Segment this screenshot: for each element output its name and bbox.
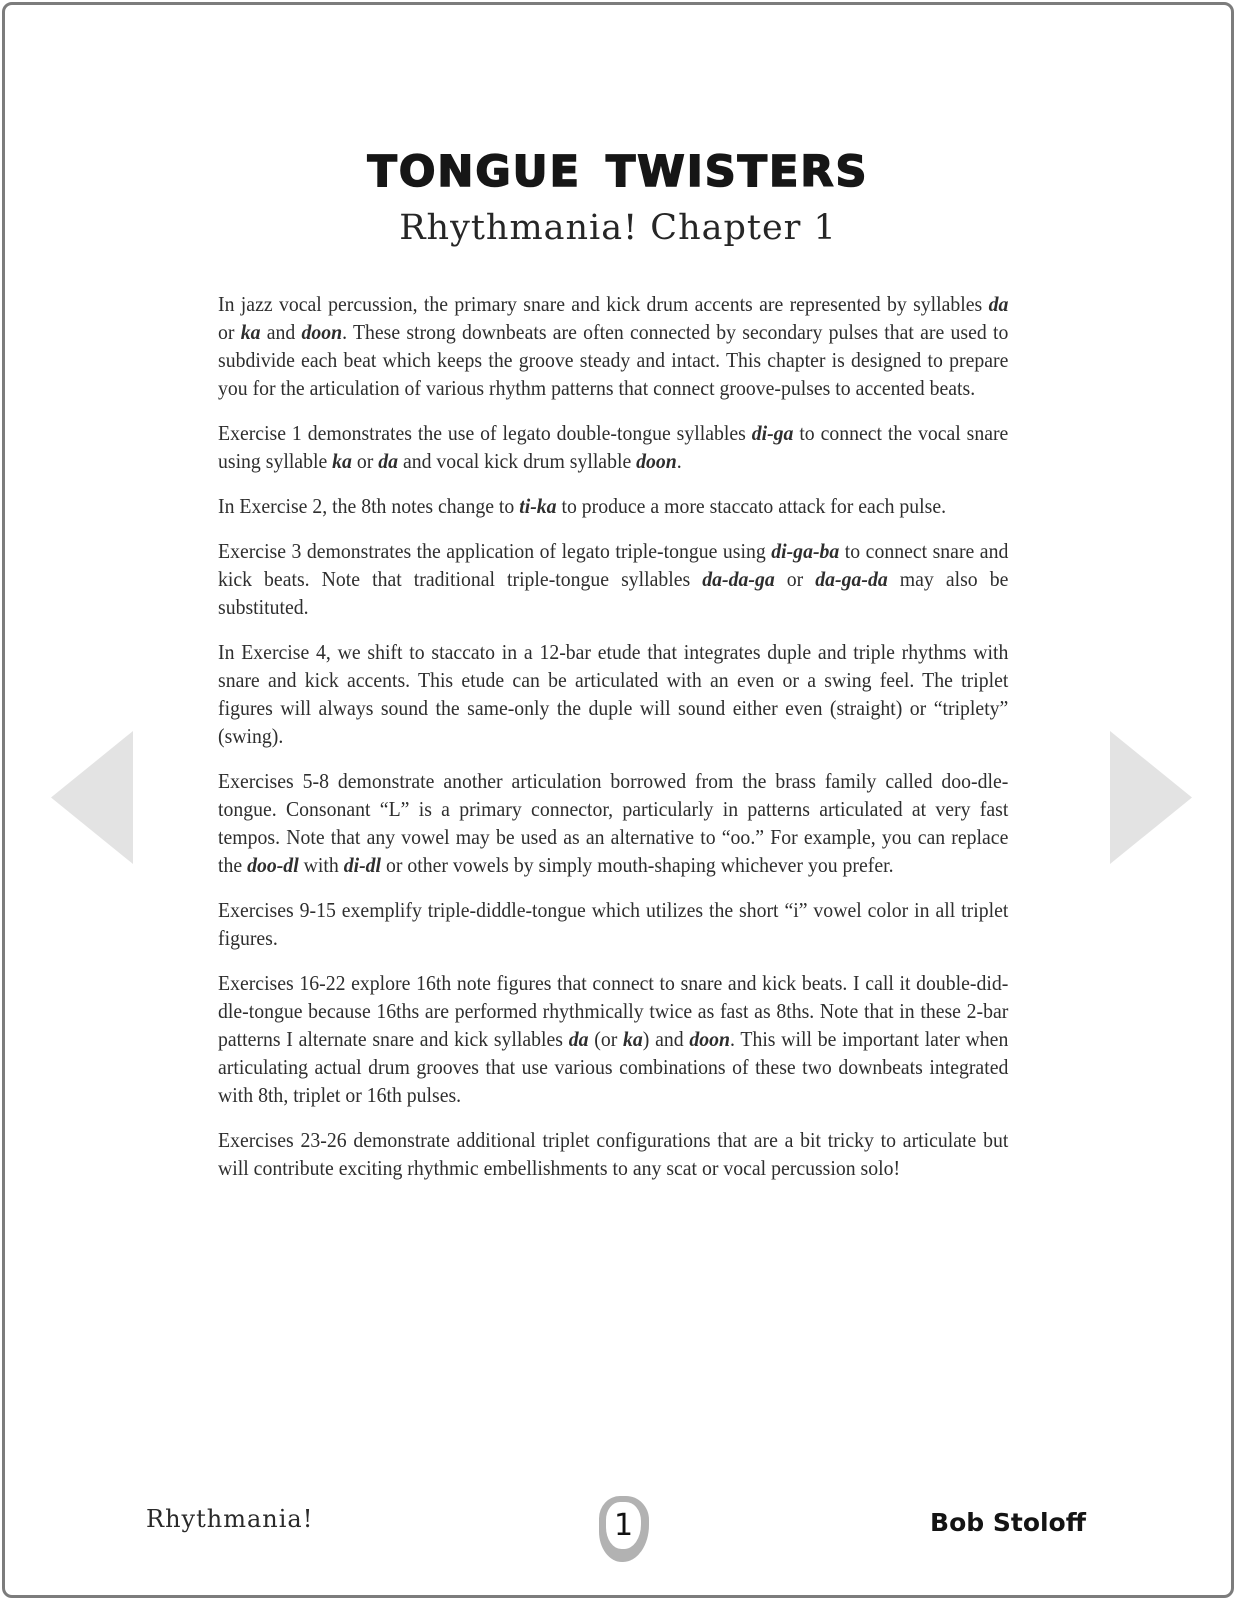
paragraph: Exercises 16-22 explore 16th note figures that connect to snare and kick beats. I call it double-did-dle-tongue because 16ths are performed rhythmically twice as fast as 8ths. Note that in these 2-bar patterns I alternate snare and kick syllables da (or ka) and doon. This will be important later when articulating actual drum grooves that use various combinations of these two downbeats integrated with 8th, triplet or 16th pulses.	[218, 971, 1009, 1107]
paragraph: In Exercise 4, we shift to staccato in a 12-bar etude that integrates duple and triple rhythms with snare and kick accents. This etude can be articulated with an even or a swing feel. The triplet figures will always sound the same-only the duple will sound either even (straight) or “triplety” (swing).	[218, 640, 1009, 748]
page-number-badge	[599, 1496, 649, 1562]
footer-brand: Rhythmania!	[146, 1505, 314, 1533]
paragraph: In Exercise 2, the 8th notes change to ti-ka to produce a more staccato attack for each pulse.	[218, 494, 947, 518]
paragraph: Exercise 3 demonstrates the application of legato triple-tongue using di-ga-ba to connect snare and kick beats. Note that traditional triple-tongue syllables da-da-ga or da-ga-da may also be substituted.	[218, 539, 1009, 619]
page-frame	[2, 2, 1234, 1598]
page-title: TONGUE TWISTERS	[367, 147, 869, 197]
paragraph: In jazz vocal percussion, the primary snare and kick drum accents are represented by syllables da or ka and doon. These strong downbeats are often connected by secondary pulses that are used to subdivide each beat which keeps the groove steady and intact. This chapter is designed to prepare you for the articulation of various rhythm patterns that connect groove-pulses to accented beats.	[218, 292, 1009, 400]
paragraph: Exercises 9-15 exemplify triple-diddle-tongue which utilizes the short “i” vowel color in all triplet figures.	[218, 898, 1009, 950]
paragraph: Exercise 1 demonstrates the use of legato double-tongue syllables di-ga to connect the vocal snare using syllable ka or da and vocal kick drum syllable doon.	[218, 421, 1009, 473]
footer-author: Bob Stoloff	[930, 1508, 1086, 1537]
paragraph: Exercises 23-26 demonstrate additional triplet configurations that are a bit tricky to articulate but will contribute exciting rhythmic embellishments to any scat or vocal percussion solo!	[218, 1128, 1009, 1180]
page-number: 1	[606, 1502, 641, 1549]
paragraph: Exercises 5-8 demonstrate another articulation borrowed from the brass family called doo-dle-tongue. Consonant “L” is a primary connector, particularly in patterns articulated at very fast tempos. Note that any vowel may be used as an alternative to “oo.” For example, you can replace the doo-dl with di-dl or other vowels by simply mouth-shaping whichever you prefer.	[218, 769, 1009, 877]
page-subtitle: Rhythmania! Chapter 1	[399, 208, 837, 248]
body-text	[218, 290, 1008, 1182]
